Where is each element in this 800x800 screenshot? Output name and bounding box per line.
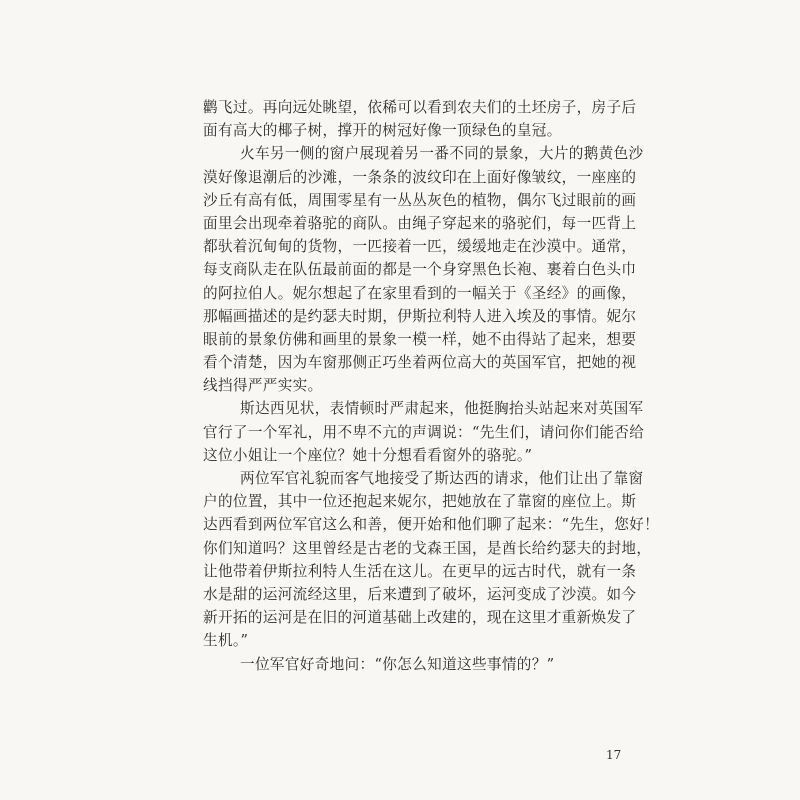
page-number: 17 [606,748,622,762]
text-line: 达西看到两位军官这么和善，便开始和他们聊了起来：“先生，您好！ [203,516,660,534]
paragraph-start-line: 一位军官好奇地问：“你怎么知道这些事情的？” [240,655,555,673]
text-line: 漠好像退潮后的沙滩，一条条的波纹印在上面好像皱纹，一座座的 [203,168,637,186]
text-line: 那幅画描述的是约瑟夫时期，伊斯拉利特人进入埃及的事情。妮尔 [203,307,637,325]
text-line: 沙丘有高有低，周围零星有一丛丛灰色的植物，偶尔飞过眼前的画 [203,191,637,209]
text-line: 都驮着沉甸甸的货物，一匹接着一匹，缓缓地走在沙漠中。通常， [203,238,637,256]
text-line: 水是甜的运河流经这里，后来遭到了破坏，运河变成了沙漠。如今 [203,585,637,603]
text-line: 户的位置，其中一位还抱起来妮尔，把她放在了靠窗的座位上。斯 [203,493,637,511]
text-line: 让他带着伊斯拉利特人生活在这儿。在更早的远古时代，就有一条 [203,562,637,580]
text-line: 眼前的景象仿佛和画里的景象一模一样，她不由得站了起来，想要 [203,330,637,348]
text-line: 线挡得严严实实。 [203,377,323,395]
paragraph-start-line: 斯达西见状，表情顿时严肃起来，他挺胸抬头站起来对英国军 [240,400,644,418]
text-line: 新开拓的运河是在旧的河道基础上改建的，现在这里才重新焕发了 [203,609,637,627]
paragraph-start-line: 火车另一侧的窗户展现着另一番不同的景象，大片的鹅黄色沙 [240,145,644,163]
text-line: 生机。” [203,632,249,650]
text-line: 面有高大的椰子树，撑开的树冠好像一顶绿色的皇冠。 [203,122,562,140]
text-line: 面里会出现牵着骆驼的商队。由绳子穿起来的骆驼们，每一匹背上 [203,214,637,232]
body-text [203,96,660,676]
text-line: 看个清楚，因为车窗那侧正巧坐着两位高大的英国军官，把她的视 [203,354,637,372]
text-line: 每支商队走在队伍最前面的都是一个身穿黑色长袍、裹着白色头巾 [203,261,637,279]
text-line: 的阿拉伯人。妮尔想起了在家里看到的一幅关于《圣经》的画像， [203,284,637,302]
text-line: 鹳飞过。再向远处眺望，依稀可以看到农夫们的土坯房子，房子后 [203,99,637,116]
text-line: 这位小姐让一个座位？她十分想看看窗外的骆驼。” [203,446,533,464]
text-line: 你们知道吗？这里曾经是古老的戈森王国，是酋长给约瑟夫的封地， [203,539,652,557]
paragraph-start-line: 两位军官礼貌而客气地接受了斯达西的请求，他们让出了靠窗 [240,470,644,487]
text-line: 官行了一个军礼，用不卑不亢的声调说：“先生们，请问你们能否给 [203,423,645,441]
